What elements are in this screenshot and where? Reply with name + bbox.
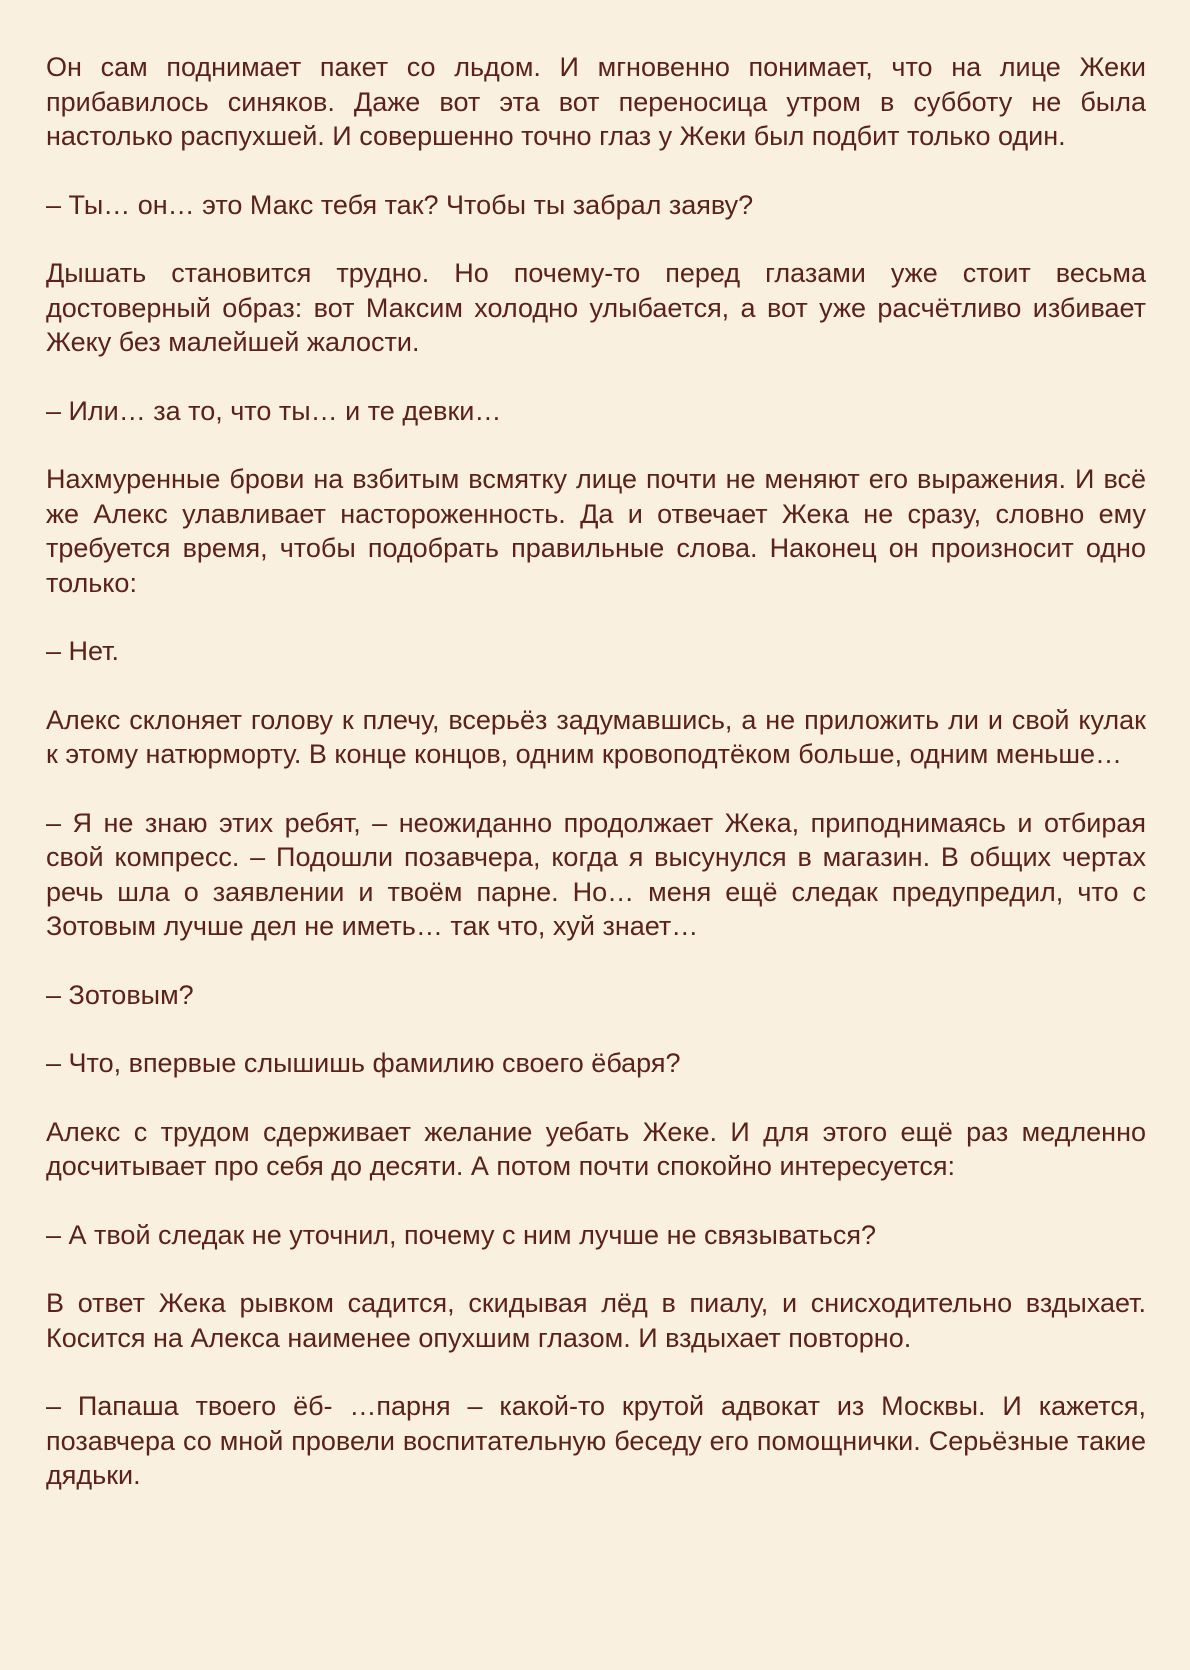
paragraph-13: В ответ Жека рывком садится, скидывая лёд в пиалу, и снисходительно вздыхает. Косится на Алекса наименее опухшим глазом. И вздыхает повторно. bbox=[46, 1288, 1146, 1353]
paragraph-4: – Или… за то, что ты… и те девки… bbox=[46, 395, 502, 426]
paragraph-14: – Папаша твоего ёб- …парня – какой-то крутой адвокат из Москвы. И кажется, позавчера со мной провели воспитательную беседу его помощнички. Серьёзные такие дядьки. bbox=[46, 1391, 1146, 1490]
paragraph-7: Алекс склоняет голову к плечу, всерьёз задумавшись, а не приложить ли и свой кулак к этому натюрморту. В конце концов, одним кровоподтёком больше, одним меньше… bbox=[46, 704, 1146, 769]
paragraph-1: Он сам поднимает пакет со льдом. И мгновенно понимает, что на лице Жеки прибавилось синяков. Даже вот эта вот переносица утром в субботу не была настолько распухшей. И совершенно точно глаз у Жеки был подбит только один. bbox=[46, 52, 1146, 151]
paragraph-9: – Зотовым? bbox=[46, 979, 194, 1010]
paragraph-5: Нахмуренные брови на взбитым всмятку лице почти не меняют его выражения. И всё же Алекс улавливает настороженность. Да и отвечает Жека не сразу, словно ему требуется время, чтобы подобрать правильные слова. Наконец он произносит одно только: bbox=[46, 464, 1146, 598]
paragraph-11: Алекс с трудом сдерживает желание уебать Жеке. И для этого ещё раз медленно досчитывает про себя до десяти. А потом почти спокойно интересуется: bbox=[46, 1116, 1146, 1181]
paragraph-12: – А твой следак не уточнил, почему с ним лучше не связываться? bbox=[46, 1219, 876, 1250]
paragraph-10: – Что, впервые слышишь фамилию своего ёбаря? bbox=[46, 1048, 681, 1078]
paragraph-8: – Я не знаю этих ребят, – неожиданно продолжает Жека, приподнимаясь и отбирая свой компресс. – Подошли позавчера, когда я высунулся в магазин. В общих чертах речь шла о заявлении и твоём парне. Но… меня ещё следак предупредил, что с Зотовым лучше дел не иметь… так что, хуй знает… bbox=[46, 807, 1146, 941]
paragraph-2: – Ты… он… это Макс тебя так? Чтобы ты забрал заяву? bbox=[46, 189, 754, 220]
paragraph-6: – Нет. bbox=[46, 636, 120, 666]
paragraph-3: Дышать становится трудно. Но почему-то перед глазами уже стоит весьма достоверный образ: вот Максим холодно улыбается, а вот уже расчётливо избивает Жеку без малейшей жалости. bbox=[46, 258, 1146, 357]
